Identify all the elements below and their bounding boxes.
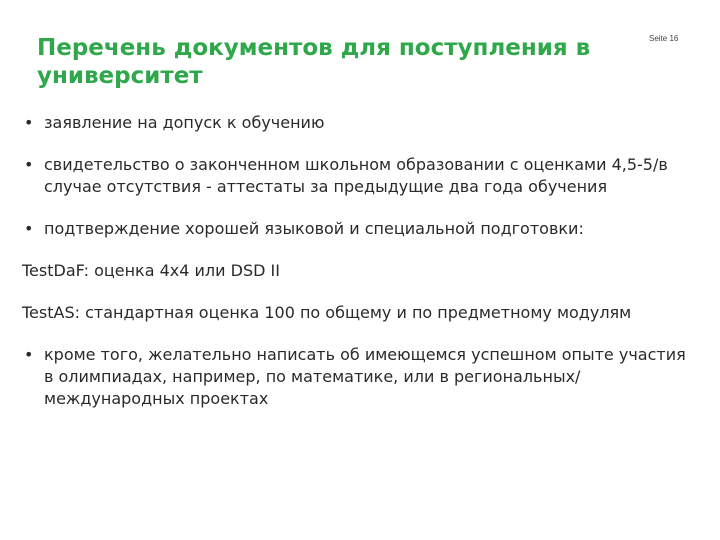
list-item [22, 344, 692, 410]
bullet-icon: • [24, 219, 34, 238]
list-item [22, 154, 692, 198]
bullet-icon: • [24, 113, 34, 132]
page-number: Seite 16 [649, 34, 679, 43]
paragraph: TestAS: стандартная оценка 100 по общему и по предметному модулям [22, 303, 632, 322]
list-item-text: кроме того, желательно написать об имеющемся успешном опыте участия в олимпиадах, например, по математике, или в региональных/международных проектах [44, 345, 686, 408]
list-item-text: свидетельство о законченном школьном образовании с оценками 4,5-5/в случае отсутствия - аттестаты за предыдущие два года обучения [44, 155, 668, 196]
bullet-icon: • [24, 345, 34, 364]
slide-title: Перечень документов для поступления в университет [37, 35, 591, 89]
list-item [22, 112, 692, 134]
list-item [22, 218, 692, 240]
bullet-icon: • [24, 155, 34, 174]
list-item-text: подтверждение хорошей языковой и специальной подготовки: [44, 219, 584, 238]
slide-content [22, 112, 692, 410]
list-item-text: заявление на допуск к обучению [44, 113, 325, 132]
paragraph: TestDaF: оценка 4x4 или DSD II [22, 261, 280, 280]
